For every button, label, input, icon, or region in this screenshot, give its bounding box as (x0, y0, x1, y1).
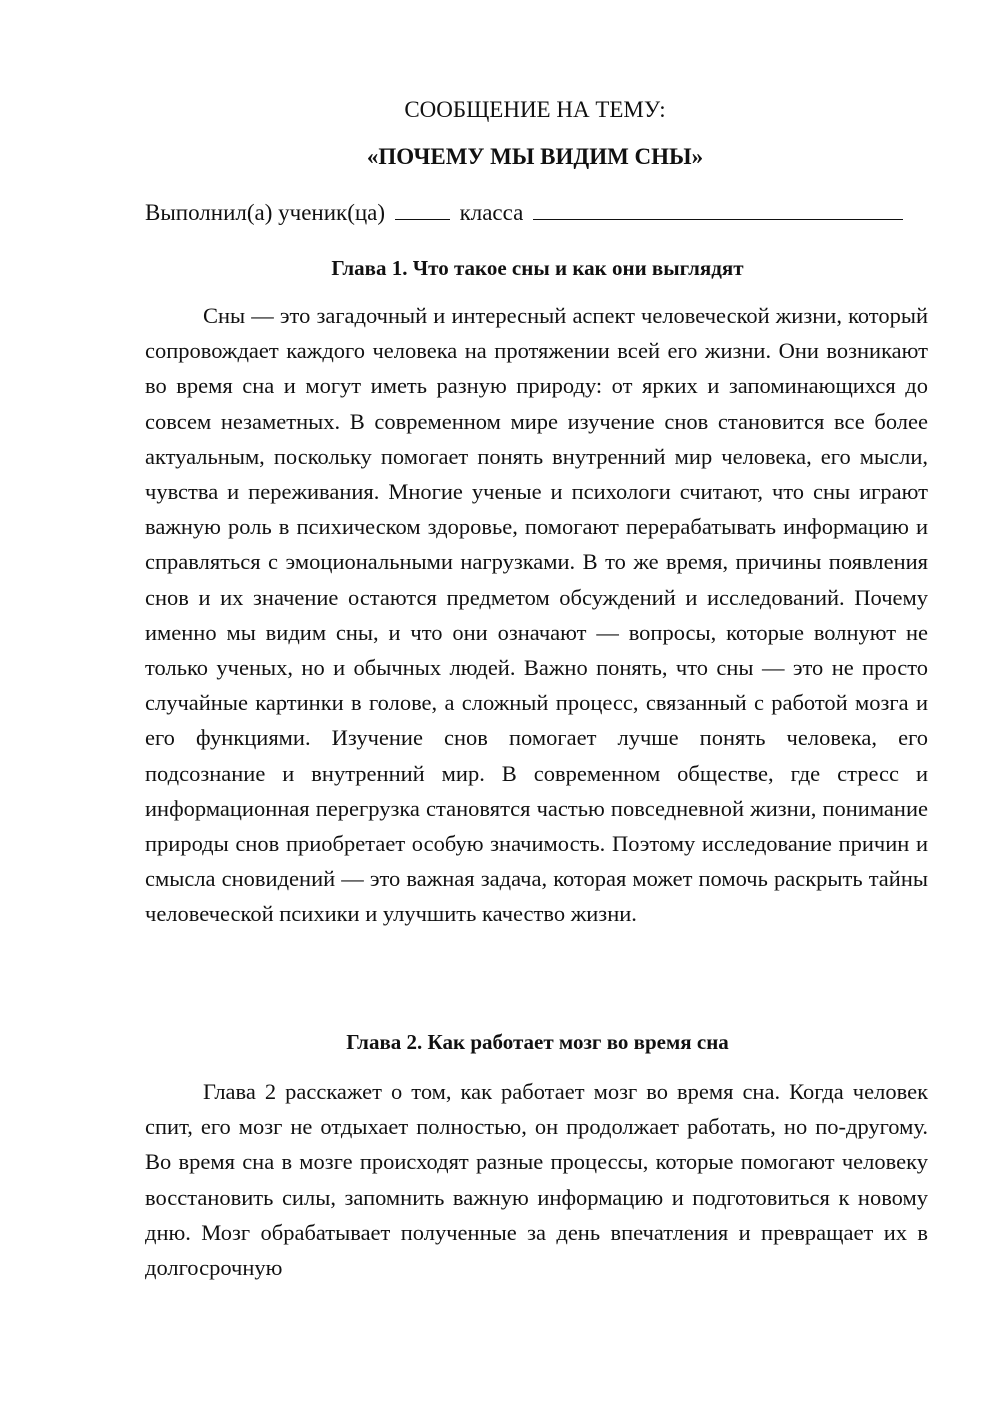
chapter-1-paragraph: Сны — это загадочный и интересный аспект человеческой жизни, который сопровождает каждого человека на протяжении всей его жизни. Они возникают во время сна и могут иметь разную природу: от ярких и запоминающихся до совсем незаметных. В современном мире изучение снов становится все более актуальным, поскольку помогает понять внутренний мир человека, его мысли, чувства и переживания. Многие ученые и психологи считают, что сны играют важную роль в психическом здоровье, помогают перерабатывать информацию и справляться с эмоциональными нагрузками. В то же время, причины появления снов и их значение остаются предметом обсуждений и исследований. Почему именно мы видим сны, и что они означают — вопросы, которые волнуют не только ученых, но и обычных людей. Важно понять, что сны — это не просто случайные картинки в голове, а сложный процесс, связанный с работой мозга и его функциями. Изучение снов помогает лучше понять человека, его подсознание и внутренний мир. В современном обществе, где стресс и информационная перегрузка становятся частью повседневной жизни, понимание природы снов приобретает особую значимость. Поэтому исследование причин и смысла сновидений — это важная задача, которая может помочь раскрыть тайны человеческой психики и улучшить качество жизни. (145, 303, 928, 927)
signature-middle: класса (459, 200, 524, 225)
document-heading: СООБЩЕНИЕ НА ТЕМУ: (404, 97, 666, 122)
chapter-2-paragraph: Глава 2 расскажет о том, как работает мозг во время сна. Когда человек спит, его мозг не отдыхает полностью, он продолжает работать, но по-другому. Во время сна в мозге происходят разные процессы, которые помогают человеку восстановить силы, запомнить важную информацию и подготовиться к новому дню. Мозг обрабатывает полученные за день впечатления и превращает их в долгосрочную (145, 1079, 928, 1281)
grade-blank (395, 197, 450, 220)
document-title: «ПОЧЕМУ МЫ ВИДИМ СНЫ» (366, 144, 704, 169)
chapter-2-title: Глава 2. Как работает мозг во время сна (346, 1030, 729, 1054)
signature-prefix: Выполнил(а) ученик(ца) (145, 200, 386, 225)
chapter-1-title: Глава 1. Что такое сны и как они выглядят (331, 256, 744, 280)
name-blank (533, 197, 903, 220)
signature-line (145, 197, 925, 228)
